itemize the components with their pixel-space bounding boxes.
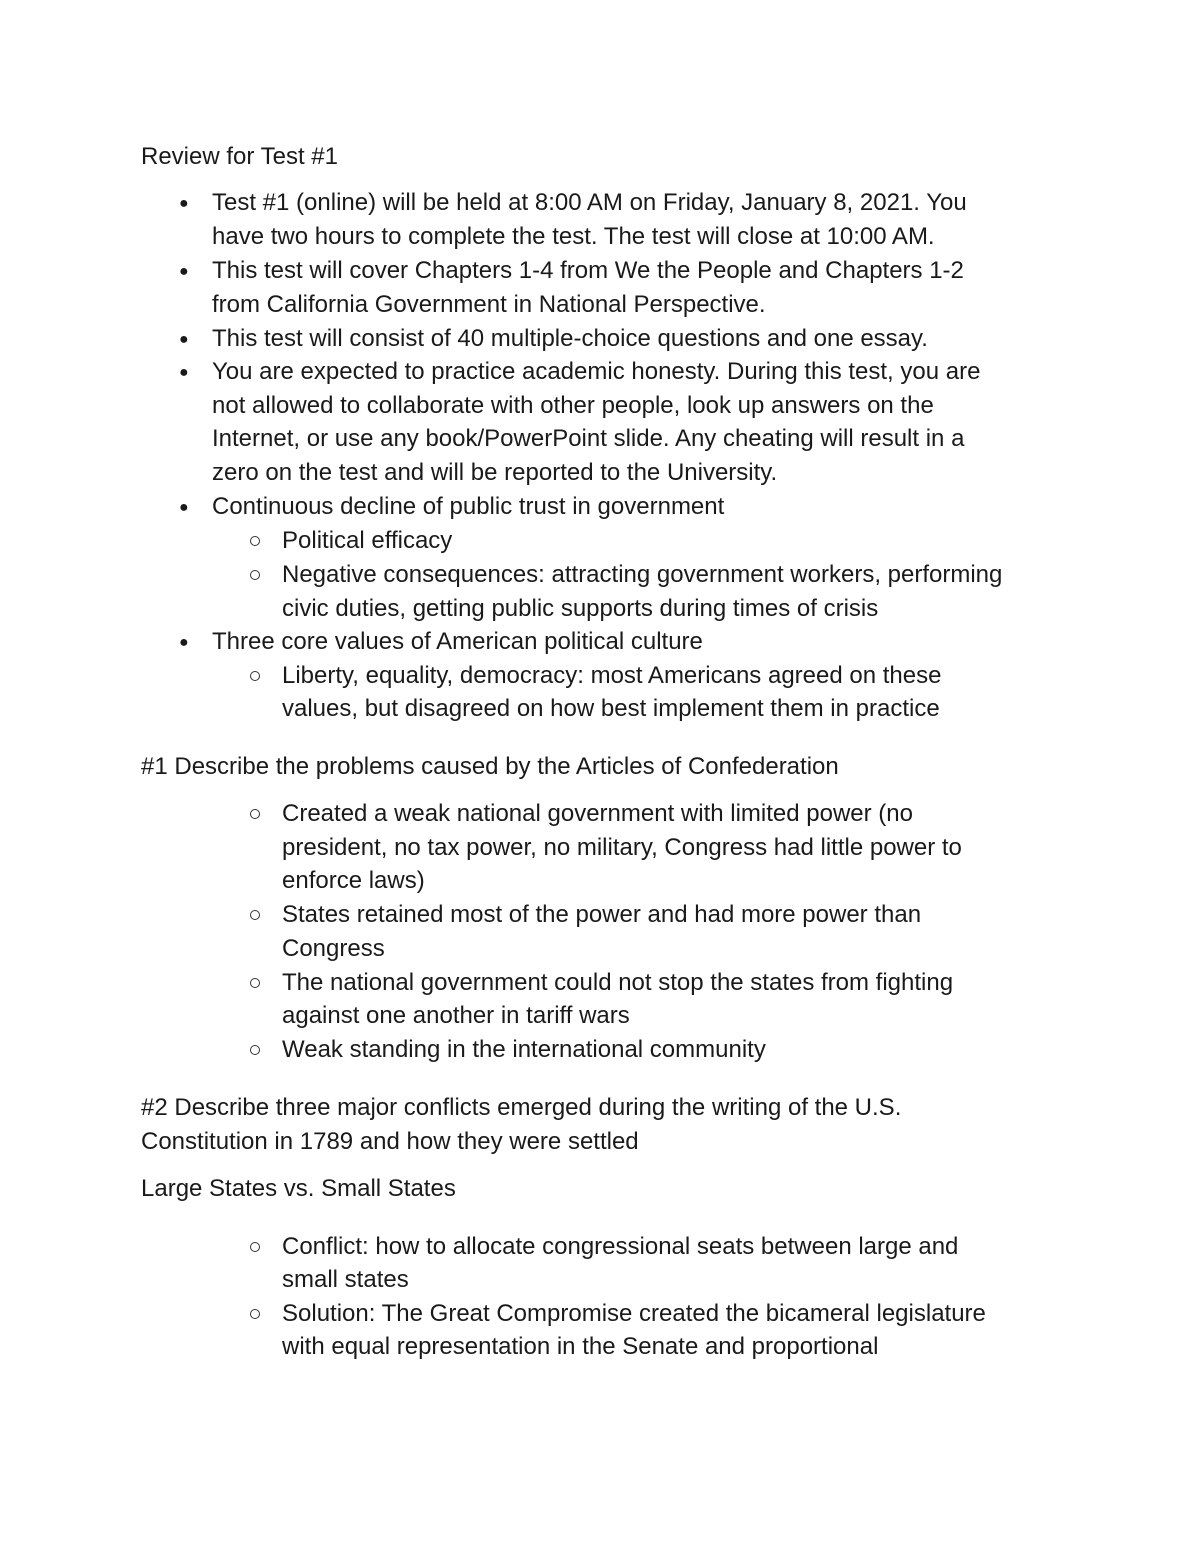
hollow-circle-bullet-icon <box>250 978 260 988</box>
bullet-icon: ● <box>179 331 189 348</box>
q2-item-2-line-1: Solution: The Great Compromise created the bicameral legislature <box>282 1300 986 1327</box>
question-2-heading-line-1: #2 Describe three major conflicts emerged during the writing of the U.S. <box>141 1094 902 1121</box>
question-2-heading-line-2: Constitution in 1789 and how they were settled <box>141 1128 639 1155</box>
q1-item-2-line-1: States retained most of the power and had more power than <box>282 901 922 928</box>
hollow-circle-bullet-icon <box>250 809 260 819</box>
trust-sub-2-line-2: civic duties, getting public supports during times of crisis <box>282 595 879 622</box>
bullet-icon: ● <box>179 364 189 381</box>
question-1-heading: #1 Describe the problems caused by the Articles of Confederation <box>141 753 839 780</box>
bullet-1-line-2: have two hours to complete the test. The test will close at 10:00 AM. <box>212 223 935 250</box>
hollow-circle-bullet-icon <box>250 671 260 681</box>
bullet-icon: ● <box>179 263 189 280</box>
q1-item-1-line-1: Created a weak national government with limited power (no <box>282 800 913 827</box>
bullet-icon: ● <box>179 499 189 516</box>
bullet-icon: ● <box>179 195 189 212</box>
hollow-circle-bullet-icon <box>250 910 260 920</box>
bullet-4-line-2: not allowed to collaborate with other people, look up answers on the <box>212 392 934 419</box>
hollow-circle-bullet-icon <box>250 536 260 546</box>
bullet-4-line-3: Internet, or use any book/PowerPoint slide. Any cheating will result in a <box>212 425 965 452</box>
q2-item-1-line-2: small states <box>282 1266 409 1293</box>
values-sub-1-line-2: values, but disagreed on how best implement them in practice <box>282 695 940 722</box>
q1-item-1-line-2: president, no tax power, no military, Congress had little power to <box>282 834 962 861</box>
bullet-6-line-1: Three core values of American political culture <box>212 628 703 655</box>
hollow-circle-bullet-icon <box>250 1045 260 1055</box>
q2-item-1-line-1: Conflict: how to allocate congressional seats between large and <box>282 1233 959 1260</box>
bullet-4-line-4: zero on the test and will be reported to the University. <box>212 459 778 486</box>
trust-sub-1: Political efficacy <box>282 527 453 554</box>
bullet-1-line-1: Test #1 (online) will be held at 8:00 AM on Friday, January 8, 2021. You <box>212 189 967 216</box>
q2-item-2-line-2: with equal representation in the Senate and proportional <box>282 1333 879 1360</box>
bullet-5-line-1: Continuous decline of public trust in government <box>212 493 725 520</box>
bullet-3-line-1: This test will consist of 40 multiple-choice questions and one essay. <box>212 325 928 352</box>
bullet-2-line-2: from California Government in National Perspective. <box>212 291 766 318</box>
q1-item-3-line-1: The national government could not stop the states from fighting <box>282 969 954 996</box>
q1-item-1-line-3: enforce laws) <box>282 867 425 894</box>
q1-item-3-line-2: against one another in tariff wars <box>282 1002 630 1029</box>
bullet-4-line-1: You are expected to practice academic honesty. During this test, you are <box>212 358 981 385</box>
bullet-icon: ● <box>179 634 189 651</box>
hollow-circle-bullet-icon <box>250 1242 260 1252</box>
trust-sub-2-line-1: Negative consequences: attracting government workers, performing <box>282 561 1003 588</box>
hollow-circle-bullet-icon <box>250 570 260 580</box>
page-title: Review for Test #1 <box>141 143 338 170</box>
values-sub-1-line-1: Liberty, equality, democracy: most Americans agreed on these <box>282 662 942 689</box>
section-subheading: Large States vs. Small States <box>141 1175 456 1202</box>
q1-item-2-line-2: Congress <box>282 935 385 962</box>
q1-item-4-line-1: Weak standing in the international community <box>282 1036 766 1063</box>
bullet-2-line-1: This test will cover Chapters 1-4 from We the People and Chapters 1-2 <box>212 257 964 284</box>
hollow-circle-bullet-icon <box>250 1309 260 1319</box>
